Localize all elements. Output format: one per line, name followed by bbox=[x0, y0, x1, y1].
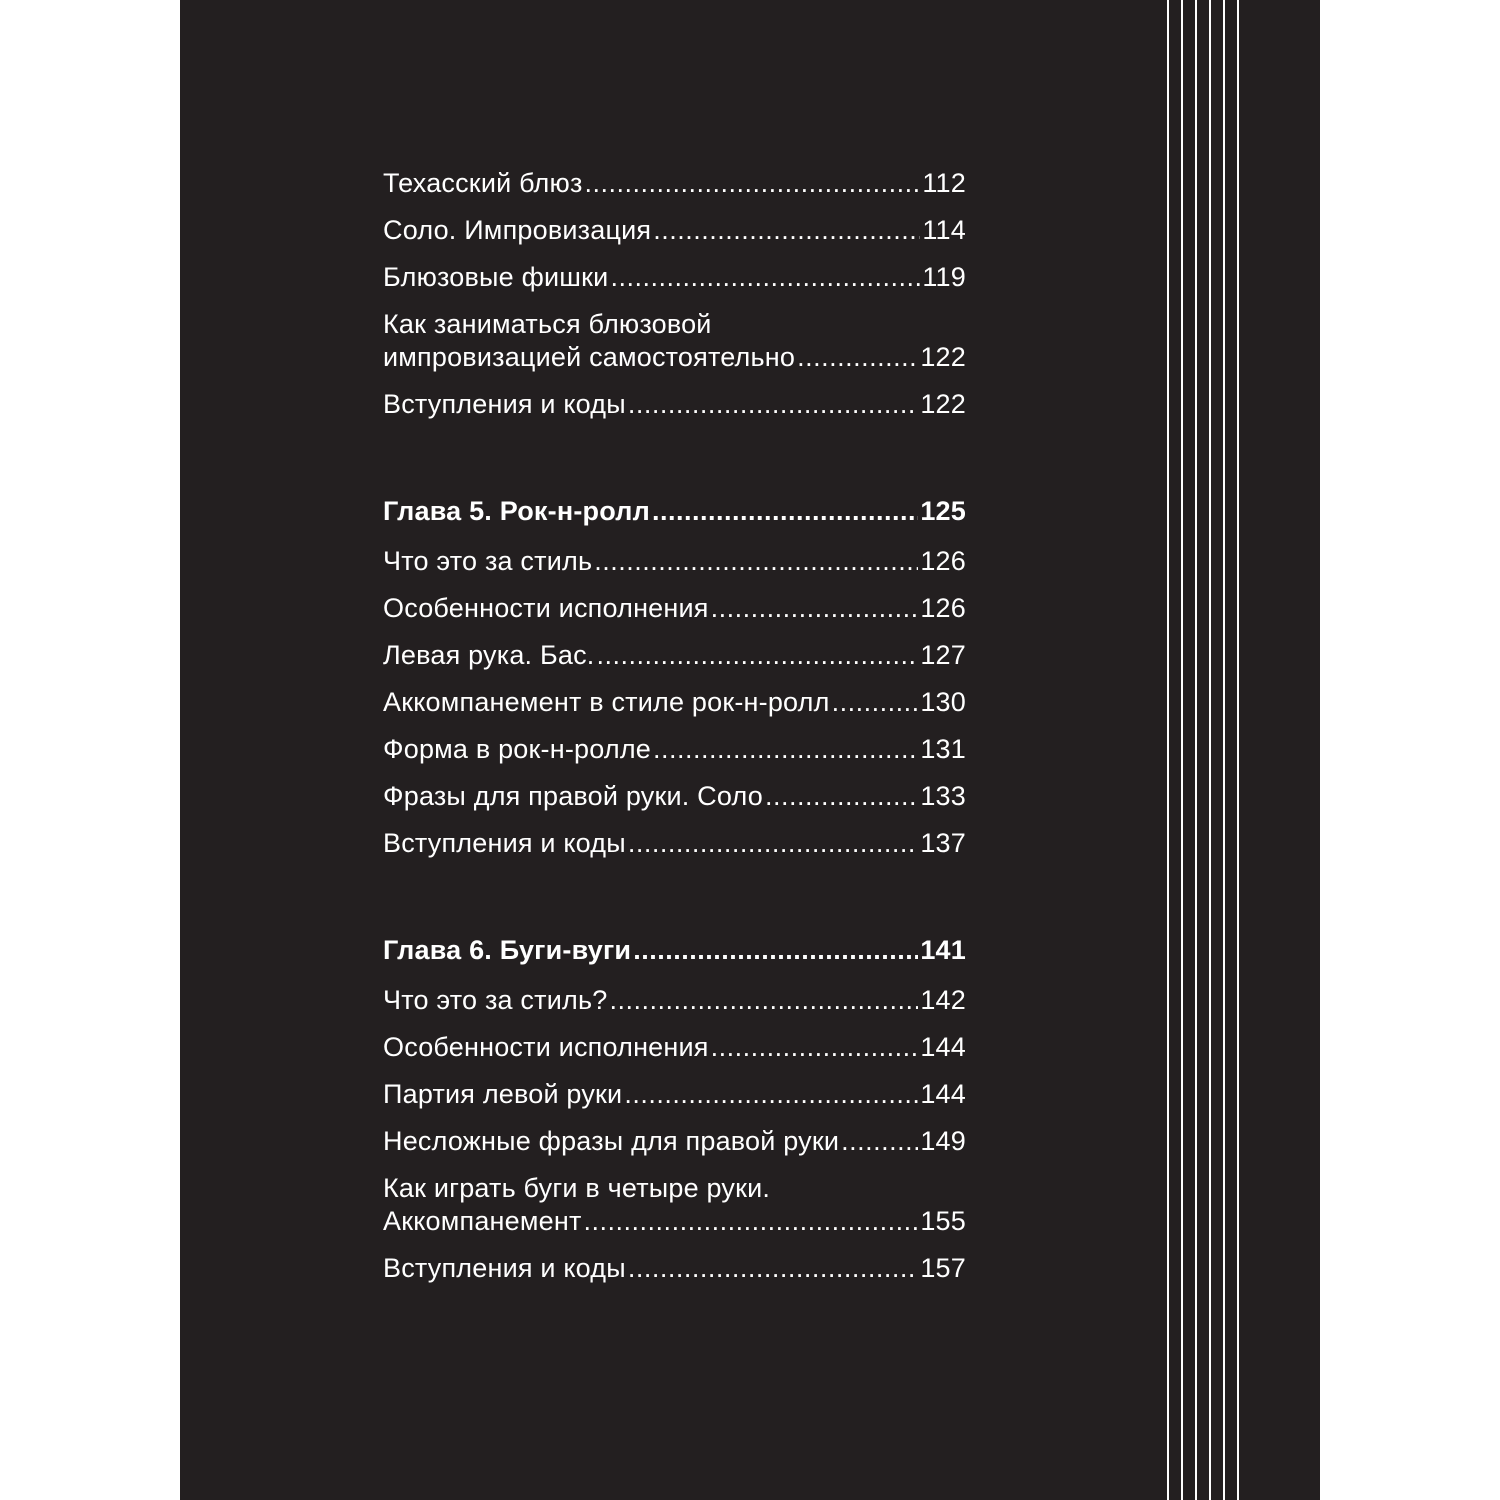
toc-entry[interactable] bbox=[383, 1245, 966, 1292]
toc-entry[interactable] bbox=[383, 254, 966, 301]
dot-leader bbox=[797, 341, 918, 374]
toc-entry[interactable] bbox=[383, 1165, 966, 1245]
dot-leader bbox=[841, 1125, 918, 1158]
dot-leader bbox=[633, 934, 918, 967]
toc-entry-title: Фразы для правой руки. Соло bbox=[383, 781, 763, 811]
toc-entry-title: Несложные фразы для правой руки bbox=[383, 1126, 840, 1156]
chapter-page: 141 bbox=[920, 935, 966, 965]
toc-entry-page: 155 bbox=[920, 1206, 966, 1236]
dot-leader bbox=[711, 1031, 919, 1064]
toc-entry[interactable] bbox=[383, 1024, 966, 1071]
toc-entry-title: Левая рука. Бас. bbox=[383, 640, 595, 670]
toc-entry-page: 144 bbox=[920, 1079, 966, 1109]
dot-leader bbox=[624, 1078, 918, 1111]
toc-entry[interactable] bbox=[383, 207, 966, 254]
toc-entry-page: 144 bbox=[920, 1032, 966, 1062]
dot-leader bbox=[653, 733, 918, 766]
toc-entry-title: Аккомпанемент bbox=[383, 1206, 582, 1236]
toc-entry-title: Вступления и коды bbox=[383, 389, 626, 419]
dot-leader bbox=[628, 827, 918, 860]
toc-entry[interactable] bbox=[383, 632, 966, 679]
toc-entry-title-line1: Как играть буги в четыре руки. bbox=[383, 1173, 771, 1203]
toc-entry-page: 126 bbox=[920, 546, 966, 576]
toc-entry-page: 149 bbox=[920, 1126, 966, 1156]
chapter-title: Глава 5. Рок-н-ролл bbox=[383, 496, 650, 526]
toc-entry-page: 122 bbox=[920, 389, 966, 419]
toc-entry-title: Форма в рок-н-ролле bbox=[383, 734, 651, 764]
stripe bbox=[1237, 0, 1239, 1500]
toc-entry-title: Что это за стиль bbox=[383, 546, 593, 576]
toc-entry[interactable] bbox=[383, 1118, 966, 1165]
chapter-page: 125 bbox=[920, 496, 966, 526]
stripe bbox=[1181, 0, 1183, 1500]
toc-entry-title: Особенности исполнения bbox=[383, 593, 709, 623]
toc-entry[interactable] bbox=[383, 381, 966, 428]
toc-entry[interactable] bbox=[383, 977, 966, 1024]
dot-leader bbox=[609, 984, 918, 1017]
toc-entry[interactable] bbox=[383, 1071, 966, 1118]
toc-entry-title: Вступления и коды bbox=[383, 828, 626, 858]
dot-leader bbox=[628, 1252, 918, 1285]
toc-entry-title: Соло. Импровизация bbox=[383, 215, 652, 245]
toc-entry-page: 126 bbox=[920, 593, 966, 623]
toc-entry[interactable] bbox=[383, 820, 966, 867]
toc-entry-page: 119 bbox=[922, 262, 966, 292]
dot-leader bbox=[584, 1205, 919, 1238]
stripe bbox=[1195, 0, 1197, 1500]
toc-entry-title: Партия левой руки bbox=[383, 1079, 623, 1109]
dot-leader bbox=[610, 261, 920, 294]
dot-leader bbox=[652, 495, 918, 528]
dot-leader bbox=[585, 167, 921, 200]
toc-entry[interactable] bbox=[383, 585, 966, 632]
dot-leader bbox=[832, 686, 919, 719]
book-page bbox=[180, 0, 1320, 1500]
toc-group-chapter-5 bbox=[383, 488, 966, 867]
stripe bbox=[1167, 0, 1169, 1500]
toc-entry[interactable] bbox=[383, 538, 966, 585]
toc-entry-page: 131 bbox=[920, 734, 966, 764]
toc-chapter-heading[interactable] bbox=[383, 488, 966, 538]
dot-leader bbox=[628, 388, 918, 421]
toc-entry-page: 114 bbox=[922, 215, 966, 245]
toc-chapter-heading[interactable] bbox=[383, 927, 966, 977]
dot-leader bbox=[594, 545, 918, 578]
toc-entry-title: Техасский блюз bbox=[383, 168, 583, 198]
table-of-contents bbox=[383, 160, 966, 1292]
stripe bbox=[1223, 0, 1225, 1500]
toc-entry-page: 122 bbox=[920, 342, 966, 372]
dot-leader bbox=[597, 639, 919, 672]
toc-entry-title: Аккомпанемент в стиле рок-н-ролл bbox=[383, 687, 830, 717]
toc-entry-page: 157 bbox=[920, 1253, 966, 1283]
dot-leader bbox=[765, 780, 918, 813]
dot-leader bbox=[711, 592, 919, 625]
chapter-title: Глава 6. Буги-вуги bbox=[383, 935, 632, 965]
toc-entry-page: 130 bbox=[920, 687, 966, 717]
decorative-stripes bbox=[1167, 0, 1239, 1500]
toc-entry-title: импровизацией самостоятельно bbox=[383, 342, 796, 372]
dot-leader bbox=[653, 214, 920, 247]
toc-group-blues bbox=[383, 160, 966, 428]
toc-entry[interactable] bbox=[383, 160, 966, 207]
toc-entry-page: 133 bbox=[920, 781, 966, 811]
toc-group-chapter-6 bbox=[383, 927, 966, 1292]
toc-entry[interactable] bbox=[383, 773, 966, 820]
toc-entry[interactable] bbox=[383, 679, 966, 726]
toc-entry-page: 142 bbox=[920, 985, 966, 1015]
toc-entry[interactable] bbox=[383, 726, 966, 773]
toc-entry-page: 127 bbox=[920, 640, 966, 670]
toc-entry-title: Вступления и коды bbox=[383, 1253, 626, 1283]
stripe bbox=[1209, 0, 1211, 1500]
toc-entry-title: Что это за стиль? bbox=[383, 985, 608, 1015]
toc-entry[interactable] bbox=[383, 301, 966, 381]
toc-entry-title-line1: Как заниматься блюзовой bbox=[383, 309, 712, 339]
toc-entry-page: 137 bbox=[920, 828, 966, 858]
toc-entry-page: 112 bbox=[922, 168, 966, 198]
toc-entry-title: Блюзовые фишки bbox=[383, 262, 609, 292]
toc-entry-title: Особенности исполнения bbox=[383, 1032, 709, 1062]
